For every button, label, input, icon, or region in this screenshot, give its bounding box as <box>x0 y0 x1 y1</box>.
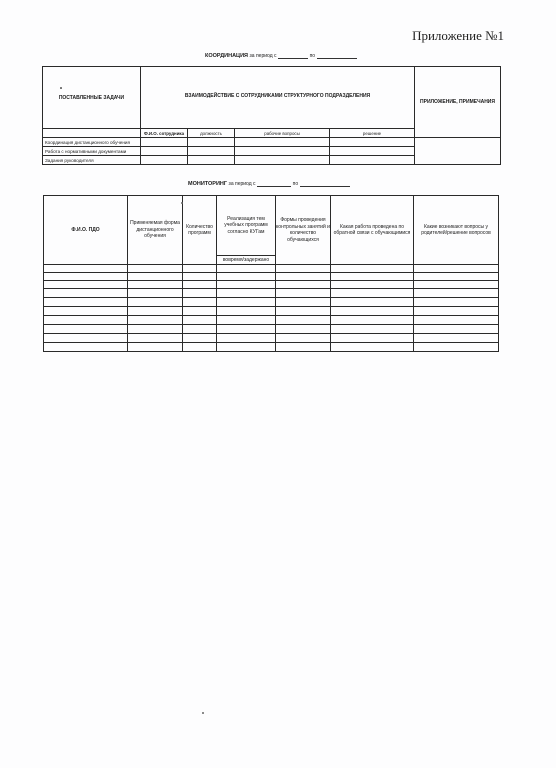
table-cell[interactable] <box>141 138 188 147</box>
table-cell[interactable] <box>183 307 217 316</box>
table-cell[interactable] <box>217 325 276 334</box>
coordination-title: КООРДИНАЦИЯ <box>205 53 248 59</box>
table-row <box>44 265 499 273</box>
coordination-header-tasks: ПОСТАВЛЕННЫЕ ЗАДАЧИ <box>43 67 141 129</box>
appendix-label: Приложение №1 <box>412 28 504 43</box>
scan-speck <box>181 202 183 204</box>
table-cell[interactable] <box>44 289 128 298</box>
coordination-row-label: Координация дистанционного обучения <box>43 138 141 147</box>
monitoring-header-parents: Какие возникают вопросы у родителей/решение вопросов <box>414 196 499 265</box>
coordination-row-label: Работа с нормативными документами <box>43 147 141 156</box>
coordination-period-from-blank <box>278 53 308 59</box>
table-cell[interactable] <box>44 316 128 325</box>
monitoring-period-to: по <box>292 181 299 187</box>
table-cell[interactable] <box>183 289 217 298</box>
coordination-period-from: за период с <box>249 53 277 59</box>
table-cell[interactable] <box>331 343 414 352</box>
table-cell[interactable] <box>276 316 331 325</box>
table-cell[interactable] <box>44 307 128 316</box>
table-cell[interactable] <box>183 316 217 325</box>
table-cell[interactable] <box>276 265 331 273</box>
monitoring-title-line <box>188 181 350 187</box>
coordination-appendix-cell[interactable] <box>415 138 501 165</box>
table-row <box>44 273 499 281</box>
monitoring-period-from-blank <box>257 181 291 187</box>
table-cell[interactable] <box>128 316 183 325</box>
table-cell[interactable] <box>235 156 330 165</box>
table-row <box>44 307 499 316</box>
table-cell[interactable] <box>276 273 331 281</box>
coordination-subheader-decision: решение <box>330 129 415 138</box>
table-cell[interactable] <box>44 265 128 273</box>
coordination-period-to: по <box>309 53 316 59</box>
table-cell[interactable] <box>330 138 415 147</box>
table-cell[interactable] <box>331 273 414 281</box>
table-row <box>44 334 499 343</box>
monitoring-table <box>43 195 499 352</box>
table-cell[interactable] <box>414 281 499 289</box>
table-cell[interactable] <box>217 265 276 273</box>
table-cell[interactable] <box>414 289 499 298</box>
table-cell[interactable] <box>128 334 183 343</box>
table-cell[interactable] <box>44 343 128 352</box>
table-cell[interactable] <box>276 281 331 289</box>
table-cell[interactable] <box>128 298 183 307</box>
table-cell[interactable] <box>331 316 414 325</box>
table-cell[interactable] <box>331 325 414 334</box>
table-cell[interactable] <box>276 325 331 334</box>
coordination-subheader-position: должность <box>188 129 235 138</box>
table-cell[interactable] <box>217 343 276 352</box>
table-cell[interactable] <box>331 298 414 307</box>
table-cell[interactable] <box>414 325 499 334</box>
coordination-subheader-empty <box>43 129 141 138</box>
table-cell[interactable] <box>414 316 499 325</box>
table-cell[interactable] <box>128 265 183 273</box>
table-cell[interactable] <box>217 298 276 307</box>
table-cell[interactable] <box>414 265 499 273</box>
table-cell[interactable] <box>414 334 499 343</box>
table-row <box>44 298 499 307</box>
scan-speck <box>60 87 62 89</box>
coordination-row-label: Задания руководителя <box>43 156 141 165</box>
table-cell[interactable] <box>128 289 183 298</box>
table-cell[interactable] <box>217 316 276 325</box>
table-cell[interactable] <box>188 138 235 147</box>
monitoring-header-name: Ф.И.О. ПДО <box>44 196 128 265</box>
coordination-header-appendix: ПРИЛОЖЕНИЕ, ПРИМЕЧАНИЯ <box>415 67 501 138</box>
table-cell[interactable] <box>276 289 331 298</box>
table-cell[interactable] <box>141 147 188 156</box>
table-cell[interactable] <box>217 273 276 281</box>
table-cell[interactable] <box>44 281 128 289</box>
table-row <box>44 325 499 334</box>
table-cell[interactable] <box>128 281 183 289</box>
table-cell[interactable] <box>330 156 415 165</box>
table-cell[interactable] <box>414 307 499 316</box>
scan-speck <box>202 712 204 714</box>
table-cell[interactable] <box>128 307 183 316</box>
table-cell[interactable] <box>276 343 331 352</box>
monitoring-body <box>44 265 499 352</box>
monitoring-header-control-forms: Формы проведения контрольных занятий и количество обучающихся <box>276 196 331 265</box>
table-cell[interactable] <box>141 156 188 165</box>
table-cell[interactable] <box>276 334 331 343</box>
table-cell[interactable] <box>235 147 330 156</box>
table-cell[interactable] <box>414 343 499 352</box>
monitoring-header-feedback: Какая работа проведена по обратной связи с обучающимися <box>331 196 414 265</box>
coordination-header-interaction: ВЗАИМОДЕЙСТВИЕ С СОТРУДНИКАМИ СТРУКТУРНОГО ПОДРАЗДЕЛЕНИЯ <box>141 67 415 129</box>
table-cell[interactable] <box>44 325 128 334</box>
monitoring-subheader-timing: вовремя/задержано <box>217 256 276 265</box>
table-cell[interactable] <box>183 334 217 343</box>
table-cell[interactable] <box>128 273 183 281</box>
table-cell[interactable] <box>330 147 415 156</box>
monitoring-header-programs: Количество программ <box>183 196 217 265</box>
monitoring-period-to-blank <box>300 181 350 187</box>
table-cell[interactable] <box>183 298 217 307</box>
table-cell[interactable] <box>188 156 235 165</box>
table-row <box>44 316 499 325</box>
table-cell[interactable] <box>44 273 128 281</box>
coordination-period-to-blank <box>317 53 357 59</box>
table-cell[interactable] <box>276 298 331 307</box>
coordination-subheader-questions: рабочие вопросы <box>235 129 330 138</box>
table-row <box>44 289 499 298</box>
table-cell[interactable] <box>128 343 183 352</box>
table-cell[interactable] <box>217 289 276 298</box>
coordination-title-line <box>205 53 357 59</box>
table-cell[interactable] <box>183 273 217 281</box>
table-cell[interactable] <box>331 289 414 298</box>
table-cell[interactable] <box>183 325 217 334</box>
table-cell[interactable] <box>414 273 499 281</box>
table-row <box>44 281 499 289</box>
table-cell[interactable] <box>183 343 217 352</box>
table-cell[interactable] <box>44 298 128 307</box>
table-cell[interactable] <box>331 265 414 273</box>
table-cell[interactable] <box>128 325 183 334</box>
table-cell[interactable] <box>183 281 217 289</box>
table-cell[interactable] <box>331 334 414 343</box>
table-cell[interactable] <box>217 334 276 343</box>
table-cell[interactable] <box>188 147 235 156</box>
table-cell[interactable] <box>331 307 414 316</box>
table-cell[interactable] <box>414 298 499 307</box>
table-cell[interactable] <box>217 307 276 316</box>
coordination-subheader-name: Ф.И.О. сотрудника <box>141 129 188 138</box>
table-cell[interactable] <box>217 281 276 289</box>
table-cell[interactable] <box>276 307 331 316</box>
monitoring-header-form: Применяемая форма дистанционного обучения <box>128 196 183 265</box>
monitoring-header-realization: Реализация тем учебных программ согласно КУГам <box>217 196 276 256</box>
table-cell[interactable] <box>183 265 217 273</box>
monitoring-period-from: за период с <box>228 181 256 187</box>
table-row <box>44 343 499 352</box>
monitoring-title: МОНИТОРИНГ <box>188 181 227 187</box>
table-cell[interactable] <box>331 281 414 289</box>
table-cell[interactable] <box>44 334 128 343</box>
table-cell[interactable] <box>235 138 330 147</box>
coordination-table <box>42 66 501 165</box>
